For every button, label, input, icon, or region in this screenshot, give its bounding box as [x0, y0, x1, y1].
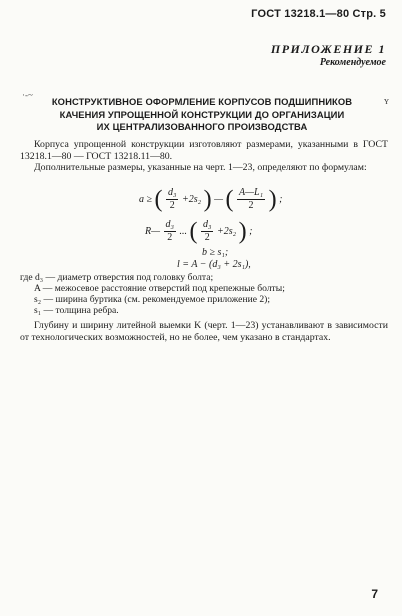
paragraph-1: Корпуса упрощенной конструкции изготовляют размерами, указанными в ГОСТ 13218.1—80 — ГОСТ 13218.11—80. [20, 139, 388, 162]
formula-r: R— $\frac{\text{d₃}}{2}$ ... ( $\frac{\text{d₃}}{2}$ +2s₂ ) ; [145, 218, 253, 245]
appendix-title: ПРИЛОЖЕНИЕ 1 [270, 42, 386, 56]
appendix-subtitle: Рекомендуемое [319, 57, 386, 68]
document-title [30, 96, 374, 134]
page-number: 7 [371, 587, 378, 601]
definition-d3: где d₃ — диаметр отверстия под головку болта; [20, 272, 214, 283]
formula-l: l = A − (d₃ + 2s₁), [177, 259, 251, 270]
paragraph-3: Глубину и ширину литейной выемки K (черт. 1—23) устанавливают в зависимости от технологических возможностей, но не более, чем указано в стандартах. [20, 320, 388, 343]
margin-mark-right: ʏ [384, 96, 389, 107]
paragraph-2: Дополнительные размеры, указанные на черт. 1—23, определяют по формулам: [34, 162, 367, 173]
formula-b: b ≥ s₁; [202, 247, 229, 258]
formula-a: a ≥ ( $\frac{\text{d₃}}{2}$ +2s₂ ) — ( $\frac{\text{A—L₁}}{2}$ ) ; [139, 186, 283, 213]
title-line-3: ИХ ЦЕНТРАЛИЗОВАННОГО ПРОИЗВОДСТВА [96, 121, 308, 132]
title-line-1: КОНСТРУКТИВНОЕ ОФОРМЛЕНИЕ КОРПУСОВ ПОДШИПНИКОВ [51, 96, 353, 107]
definitions-list [20, 272, 388, 316]
page-header: ГОСТ 13218.1—80 Стр. 5 [251, 8, 386, 20]
title-line-2: КАЧЕНИЯ УПРОЩЕННОЙ КОНСТРУКЦИИ ДО ОРГАНИЗАЦИИ [59, 108, 345, 120]
definition-a: A — межосевое расстояние отверстий под крепежные болты; [34, 283, 285, 294]
margin-mark-left: ·-~ [22, 90, 33, 100]
definition-s2: s₂ — ширина буртика (см. рекомендуемое приложение 2); [34, 294, 271, 305]
definition-s1: s₁ — толщина ребра. [34, 305, 119, 316]
